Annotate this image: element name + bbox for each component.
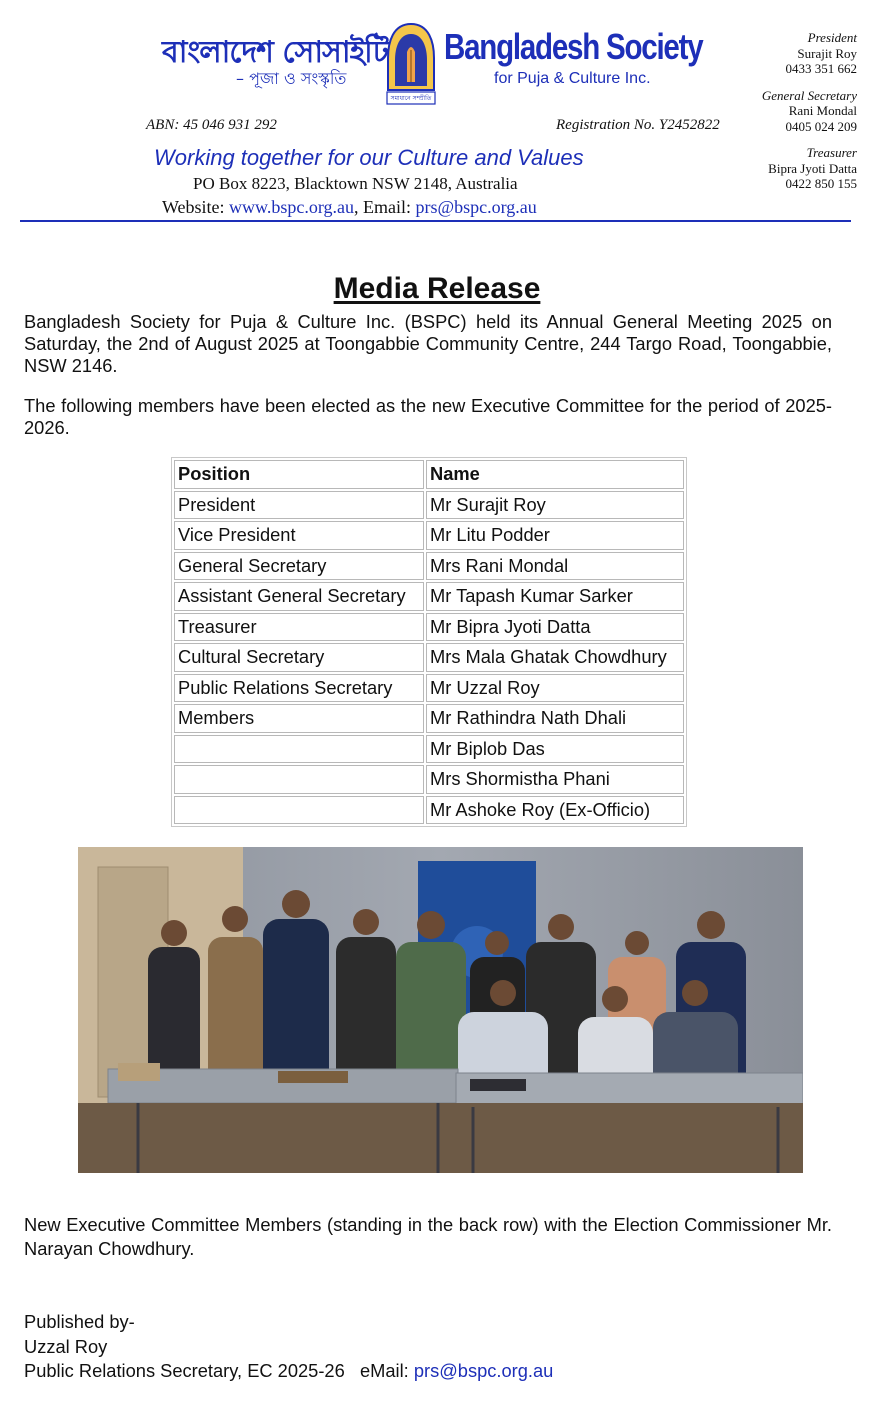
logo-banner: সমাধানে সম্প্রীতি [390, 95, 432, 102]
postal-address: PO Box 8223, Blacktown NSW 2148, Australia [193, 174, 518, 193]
table-row [174, 704, 684, 733]
officer-role: General Secretary [761, 87, 857, 103]
election-paragraph: The following members have been elected as the new Executive Committee for the period of 2025-2026. [24, 395, 832, 438]
table-row [174, 521, 684, 550]
name-cell: Mr Biplob Das [426, 735, 684, 764]
header-name: Name [426, 460, 684, 489]
officer-name: Rani Mondal [788, 103, 857, 118]
letterhead-divider [20, 220, 851, 222]
officer-phone: 0405 024 209 [785, 118, 857, 134]
name-cell: Mr Litu Podder [426, 521, 684, 550]
name-cell: Mrs Rani Mondal [426, 552, 684, 581]
officer-phone: 0433 351 662 [785, 61, 857, 76]
position-cell: General Secretary [174, 552, 424, 581]
publisher-email-link[interactable]: prs@bspc.org.au [413, 1360, 554, 1381]
intro-paragraph: Bangladesh Society for Puja & Culture Inc. (BSPC) held its Annual General Meeting 2025 on Saturday, the 2nd of August 2025 at Toongabbie Community Centre, 244 Targo Road, Toongabbie, NSW 2146. [24, 311, 832, 376]
publisher-title: Public Relations Secretary, EC 2025-26 eMail: [24, 1360, 414, 1381]
publisher-name: Uzzal Roy [24, 1335, 108, 1357]
position-cell [174, 765, 424, 794]
english-subtitle: for Puja & Culture Inc. [494, 70, 651, 87]
contact-line [162, 197, 537, 218]
officer-general-secretary [707, 88, 857, 135]
officer-phone: 0422 850 155 [785, 176, 857, 191]
name-cell: Mr Tapash Kumar Sarker [426, 582, 684, 611]
table-row [174, 582, 684, 611]
table-row [174, 613, 684, 642]
officer-role: Treasurer [806, 145, 857, 160]
website-label: Website: [162, 197, 230, 217]
position-cell [174, 735, 424, 764]
position-cell: Treasurer [174, 613, 424, 642]
published-by-label: Published by- [24, 1311, 135, 1332]
email-link[interactable]: prs@bspc.org.au [415, 197, 537, 217]
name-cell: Mr Uzzal Roy [426, 674, 684, 703]
officers-block [707, 30, 857, 203]
name-cell: Mr Rathindra Nath Dhali [426, 704, 684, 733]
bengali-subtitle: – পূজা ও সংস্কৃতি [236, 69, 347, 88]
position-cell: Public Relations Secretary [174, 674, 424, 703]
position-cell: President [174, 491, 424, 520]
table-row [174, 796, 684, 825]
table-row [174, 674, 684, 703]
officer-treasurer [707, 145, 857, 192]
officer-name: Surajit Roy [797, 45, 857, 61]
officer-role: President [807, 30, 857, 45]
photo-caption: New Executive Committee Members (standing in the back row) with the Election Commissioner Mr. Narayan Chowdhury. [24, 1214, 832, 1259]
name-cell: Mr Surajit Roy [426, 491, 684, 520]
name-cell: Mr Ashoke Roy (Ex-Officio) [426, 796, 684, 825]
table-row [174, 765, 684, 794]
abn: ABN: 45 046 931 292 [146, 117, 277, 133]
publisher-block [24, 1310, 553, 1384]
website-link[interactable]: www.bspc.org.au [229, 197, 355, 217]
position-cell [174, 796, 424, 825]
table-row [174, 735, 684, 764]
email-label: , Email: [354, 197, 416, 217]
name-cell: Mr Bipra Jyoti Datta [426, 613, 684, 642]
tagline: Working together for our Culture and Values [154, 145, 584, 170]
position-cell: Members [174, 704, 424, 733]
table-header-row [174, 460, 684, 489]
registration-number: Registration No. Y2452822 [556, 117, 720, 133]
name-cell: Mrs Shormistha Phani [426, 765, 684, 794]
position-cell: Cultural Secretary [174, 643, 424, 672]
table-row [174, 491, 684, 520]
table-row [174, 552, 684, 581]
officer-president [707, 30, 857, 77]
english-title: Bangladesh Society [444, 26, 703, 67]
society-logo [385, 22, 437, 108]
executive-committee-table [171, 457, 687, 827]
position-cell: Assistant General Secretary [174, 582, 424, 611]
name-cell: Mrs Mala Ghatak Chowdhury [426, 643, 684, 672]
publisher-title-line [24, 1359, 553, 1384]
position-cell: Vice President [174, 521, 424, 550]
bengali-title: বাংলাদেশ সোসাইটি [162, 35, 389, 70]
officer-name: Bipra Jyoti Datta [768, 160, 857, 176]
header-position: Position [174, 460, 424, 489]
page-title: Media Release [333, 272, 541, 305]
group-photo [78, 847, 803, 1173]
table-row [174, 643, 684, 672]
